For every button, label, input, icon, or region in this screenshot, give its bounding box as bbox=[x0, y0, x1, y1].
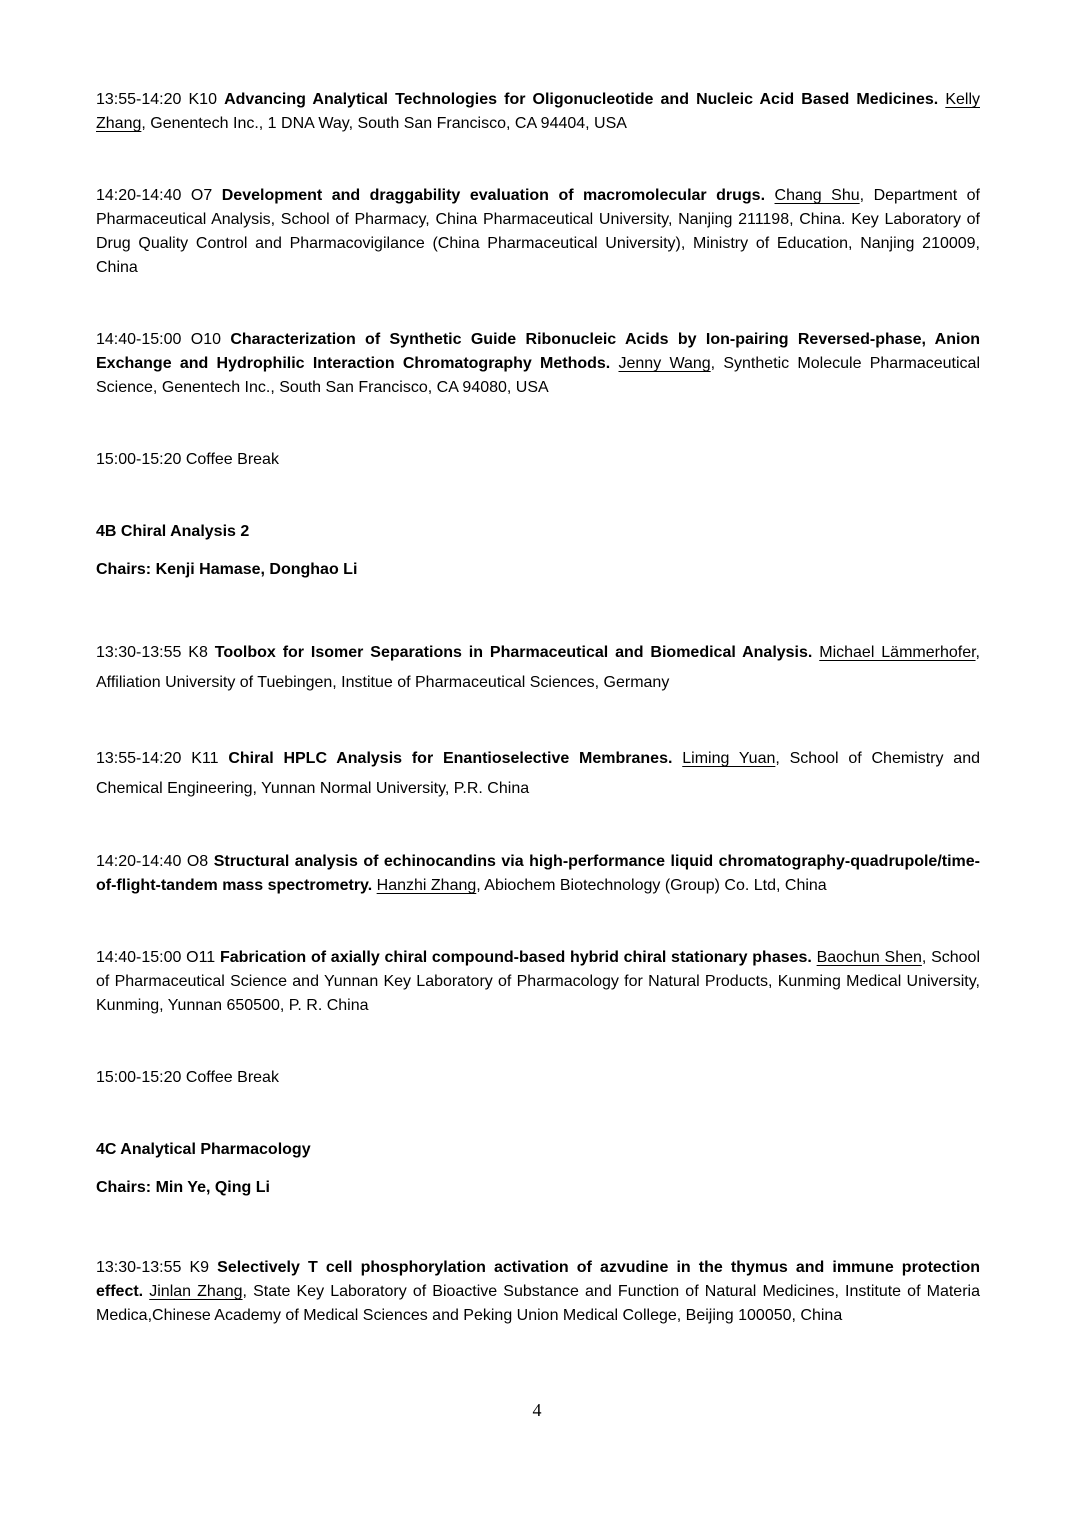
talk-affiliation: , Department of Pharmaceutical Analysis, School of Pharmacy, China Pharmaceutical University, Nanjing 211198, China. Key Laboratory of Drug Quality Control and Pharmacovigilance (China Pharmaceutical University), Ministry of Education, Nanjing 210009, China bbox=[96, 187, 981, 276]
talk-entry-o11 bbox=[96, 946, 980, 1018]
talk-author: Jenny Wang bbox=[618, 355, 711, 372]
talk-affiliation: , School of Chemistry and Chemical Engineering, Yunnan Normal University, P.R. China bbox=[96, 750, 981, 797]
talk-title: Toolbox for Isomer Separations in Pharmaceutical and Biomedical Analysis. bbox=[214, 644, 813, 661]
coffee-break: 15:00-15:20 Coffee Break bbox=[96, 1069, 279, 1086]
talk-time-code: 14:40-15:00 O10 bbox=[96, 331, 221, 348]
talk-entry-k9 bbox=[96, 1256, 980, 1328]
talk-affiliation: , Genentech Inc., 1 DNA Way, South San Francisco, CA 94404, USA bbox=[141, 115, 627, 132]
talk-time-code: 14:40-15:00 O11 bbox=[96, 949, 216, 966]
page-number: 4 bbox=[532, 1400, 542, 1420]
talk-title: Fabrication of axially chiral compound-based hybrid chiral stationary phases. bbox=[219, 949, 812, 966]
talk-affiliation: , School of Pharmaceutical Science and Yunnan Key Laboratory of Pharmacology for Natural Products, Kunming Medical University, Kunming, Yunnan 650500, P. R. China bbox=[96, 949, 981, 1014]
talk-author: Baochun Shen bbox=[816, 949, 922, 966]
talk-title: Selectively T cell phosphorylation activation of azvudine in the thymus and immune protection effect. bbox=[96, 1259, 981, 1300]
talk-time-code: 13:55-14:20 K11 bbox=[96, 750, 219, 767]
talk-time-code: 14:20-14:40 O7 bbox=[96, 187, 213, 204]
talk-time-code: 14:20-14:40 O8 bbox=[96, 853, 209, 870]
talk-entry-k8 bbox=[96, 638, 980, 698]
talk-author: Jinlan Zhang bbox=[149, 1283, 243, 1300]
talk-time-code: 13:30-13:55 K9 bbox=[96, 1259, 210, 1276]
talk-entry-k11 bbox=[96, 744, 980, 804]
talk-affiliation: , State Key Laboratory of Bioactive Substance and Function of Natural Medicines, Institute of Materia Medica,Chinese Academy of Medical Sciences and Peking Union Medical College, Beijing 100050, China bbox=[96, 1283, 980, 1324]
coffee-break: 15:00-15:20 Coffee Break bbox=[96, 451, 279, 468]
talk-author: Michael Lämmerhofer bbox=[819, 644, 976, 661]
talk-entry-k10 bbox=[96, 88, 980, 136]
talk-title: Development and draggability evaluation of macromolecular drugs. bbox=[221, 187, 766, 204]
talk-time-code: 13:55-14:20 K10 bbox=[96, 91, 217, 108]
talk-time-code: 13:30-13:55 K8 bbox=[96, 644, 208, 661]
talk-author: Hanzhi Zhang bbox=[376, 877, 477, 894]
talk-author: Kelly Zhang bbox=[96, 91, 980, 132]
talk-title: Structural analysis of echinocandins via high-performance liquid chromatography-quadrupole/time-of-flight-tandem mass spectrometry. bbox=[96, 853, 981, 894]
session-header-4b: 4B Chiral Analysis 2 bbox=[96, 523, 250, 540]
session-chairs-4c: Chairs: Min Ye, Qing Li bbox=[96, 1179, 270, 1196]
talk-entry-o10 bbox=[96, 328, 980, 400]
talk-entry-o7 bbox=[96, 184, 980, 280]
talk-entry-o8 bbox=[96, 850, 980, 898]
session-chairs-4b: Chairs: Kenji Hamase, Donghao Li bbox=[96, 561, 358, 578]
talk-title: Chiral HPLC Analysis for Enantioselective Membranes. bbox=[228, 750, 673, 767]
talk-author: Chang Shu bbox=[774, 187, 860, 204]
talk-author: Liming Yuan bbox=[682, 750, 776, 767]
talk-affiliation: , Affiliation University of Tuebingen, Institue of Pharmaceutical Sciences, Germany bbox=[96, 644, 980, 691]
talk-affiliation: , Synthetic Molecule Pharmaceutical Science, Genentech Inc., South San Francisco, CA 94080, USA bbox=[96, 355, 980, 396]
talk-affiliation: , Abiochem Biotechnology (Group) Co. Ltd, China bbox=[476, 877, 827, 894]
talk-title: Advancing Analytical Technologies for Oligonucleotide and Nucleic Acid Based Medicines. bbox=[224, 91, 939, 108]
talk-title: Characterization of Synthetic Guide Ribonucleic Acids by Ion-pairing Reversed-phase, Anion Exchange and Hydrophilic Interaction Chromatography Methods. bbox=[96, 331, 980, 372]
session-header-4c: 4C Analytical Pharmacology bbox=[96, 1141, 311, 1158]
